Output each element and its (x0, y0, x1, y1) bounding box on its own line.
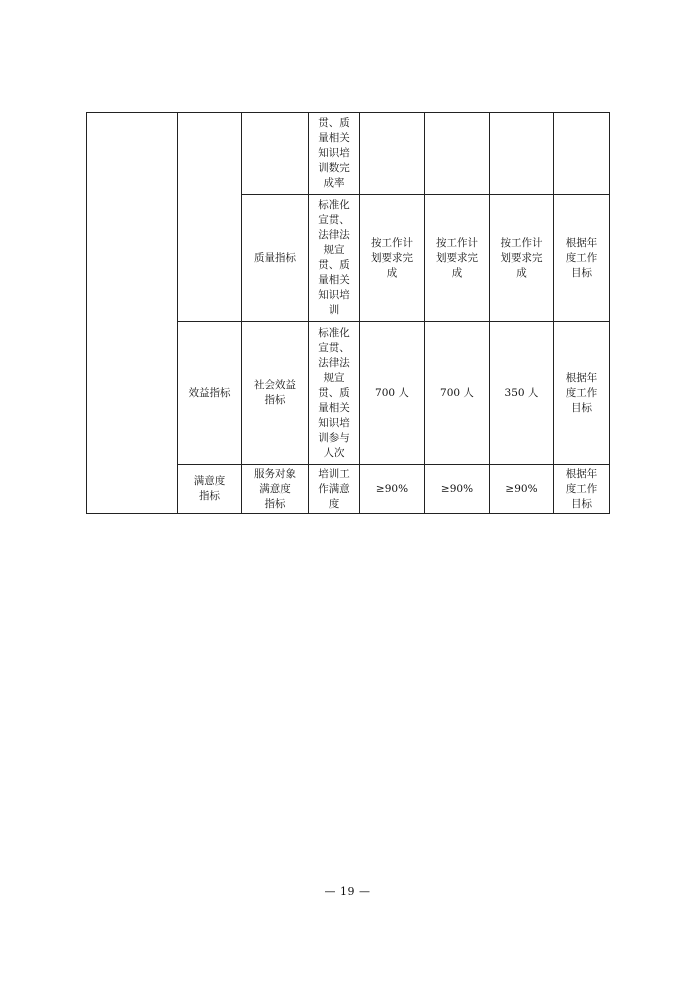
value-cell: ≥90% (490, 465, 554, 514)
value-cell: 350 人 (490, 322, 554, 465)
page-number: — 19 — (324, 885, 371, 898)
table-row (87, 113, 610, 195)
basis-cell: 根据年 度工作 目标 (554, 322, 610, 465)
indicator-content-cell: 培训工 作满意 度 (309, 465, 360, 514)
level3-indicator-cell: 质量指标 (242, 195, 309, 322)
level2-indicator-cell: 满意度 指标 (178, 465, 242, 514)
basis-cell: 根据年 度工作 目标 (554, 465, 610, 514)
value-cell (490, 113, 554, 195)
value-cell: 按工作计 划要求完 成 (490, 195, 554, 322)
value-cell: 按工作计 划要求完 成 (360, 195, 425, 322)
value-cell: 700 人 (360, 322, 425, 465)
level1-indicator-cell (87, 113, 178, 514)
value-cell (360, 113, 425, 195)
value-cell: 700 人 (425, 322, 490, 465)
value-cell: ≥90% (360, 465, 425, 514)
indicator-content-cell: 标准化 宣贯、 法律法 规宣 贯、质 量相关 知识培 训参与 人次 (309, 322, 360, 465)
performance-metrics-table (86, 112, 610, 514)
basis-cell: 根据年 度工作 目标 (554, 195, 610, 322)
level3-indicator-cell: 社会效益 指标 (242, 322, 309, 465)
level3-indicator-cell (242, 113, 309, 195)
value-cell: ≥90% (425, 465, 490, 514)
indicator-content-cell: 贯、质 量相关 知识培 训数完 成率 (309, 113, 360, 195)
level2-indicator-cell: 效益指标 (178, 322, 242, 465)
value-cell: 按工作计 划要求完 成 (425, 195, 490, 322)
value-cell (425, 113, 490, 195)
indicator-content-cell: 标准化 宣贯、 法律法 规宣 贯、质 量相关 知识培 训 (309, 195, 360, 322)
level3-indicator-cell: 服务对象 满意度 指标 (242, 465, 309, 514)
basis-cell (554, 113, 610, 195)
level2-indicator-cell (178, 113, 242, 322)
